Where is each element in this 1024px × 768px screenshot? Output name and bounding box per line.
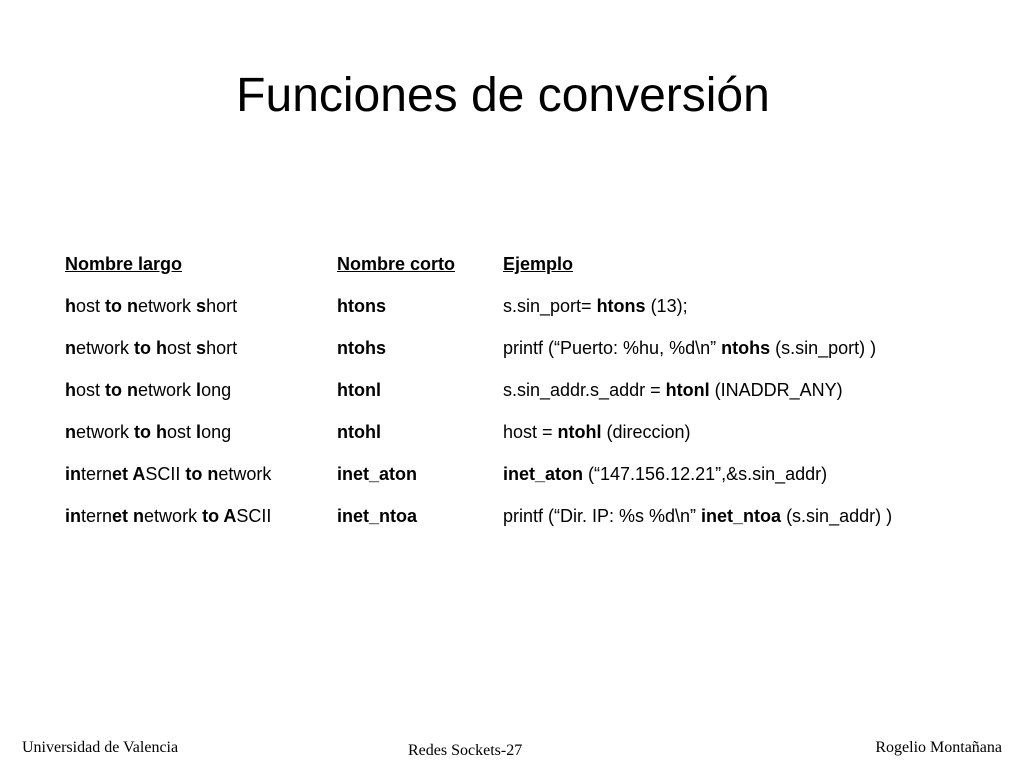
text-run: etwork <box>138 296 197 316</box>
text-run: h <box>156 338 168 358</box>
short-name-cell: ntohs <box>337 338 386 358</box>
long-name-cell <box>65 420 231 444</box>
text-run: n <box>207 464 219 484</box>
text-run: hort <box>206 296 238 316</box>
table-row <box>0 294 1024 336</box>
text-run: et <box>112 464 133 484</box>
slide-title: Funciones de conversión <box>236 69 770 122</box>
text-run: etwork <box>76 422 135 442</box>
text-run: (INADDR_ANY) <box>709 380 843 400</box>
text-run: s.sin_addr.s_addr = <box>503 380 666 400</box>
table-row <box>0 336 1024 378</box>
text-run: host = <box>503 422 558 442</box>
text-run: etwork <box>144 506 203 526</box>
example-cell <box>503 336 876 360</box>
table-row <box>0 462 1024 504</box>
text-run: ntohl <box>557 422 602 442</box>
long-name-cell <box>65 378 231 402</box>
example-cell <box>503 294 688 318</box>
header-ejemplo: Ejemplo <box>503 254 574 274</box>
short-name-cell: ntohl <box>337 422 381 442</box>
text-run: SCII <box>236 506 272 526</box>
text-run: et <box>112 506 134 526</box>
example-cell <box>503 504 892 528</box>
text-run: n <box>133 506 145 526</box>
text-run: inet_aton <box>503 464 584 484</box>
table-row <box>0 420 1024 462</box>
text-run: ntohs <box>721 338 771 358</box>
text-run: in <box>65 464 81 484</box>
text-run: in <box>65 506 81 526</box>
table-row <box>0 378 1024 420</box>
text-run: etwork <box>218 464 272 484</box>
text-run: h <box>156 422 168 442</box>
text-run: h <box>65 296 76 316</box>
long-name-cell <box>65 504 271 528</box>
table-header-row <box>0 252 1024 294</box>
text-run: l <box>196 380 202 400</box>
text-run: htonl <box>665 380 710 400</box>
text-run: inet_ntoa <box>701 506 782 526</box>
text-run: ost <box>76 380 106 400</box>
header-nombre-corto: Nombre corto <box>337 254 456 274</box>
long-name-cell <box>65 336 237 360</box>
short-name-cell: inet_ntoa <box>337 506 418 526</box>
text-run: ong <box>201 380 232 400</box>
text-run: n <box>127 296 139 316</box>
text-run: to <box>134 422 157 442</box>
text-run: n <box>65 422 76 442</box>
footer-university: Universidad de Valencia <box>22 739 179 756</box>
text-run: tern <box>81 506 113 526</box>
text-run: (s.sin_port) ) <box>770 338 877 358</box>
text-run: to <box>134 338 157 358</box>
text-run: h <box>65 380 76 400</box>
text-run: (direccion) <box>601 422 691 442</box>
table-body <box>0 294 1024 546</box>
text-run: n <box>127 380 139 400</box>
short-name-cell: htonl <box>337 380 381 400</box>
text-run: to <box>105 296 128 316</box>
text-run: n <box>65 338 76 358</box>
short-name-cell: inet_aton <box>337 464 418 484</box>
text-run: s <box>196 338 207 358</box>
header-nombre-largo: Nombre largo <box>65 254 183 274</box>
text-run: s.sin_port= <box>503 296 597 316</box>
text-run: etwork <box>76 338 135 358</box>
example-cell <box>503 378 843 402</box>
text-run: ost <box>76 296 106 316</box>
text-run: to <box>202 506 224 526</box>
footer-slide-number: Redes Sockets-27 <box>408 742 523 759</box>
text-run: tern <box>81 464 113 484</box>
long-name-cell <box>65 294 237 318</box>
text-run: l <box>196 422 202 442</box>
text-run: (“147.156.12.21”,&s.sin_addr) <box>583 464 828 484</box>
conversion-functions-table <box>0 252 1024 546</box>
example-cell <box>503 420 691 444</box>
text-run: to <box>105 380 128 400</box>
text-run: etwork <box>138 380 197 400</box>
text-run: htons <box>596 296 646 316</box>
text-run: s <box>196 296 207 316</box>
short-name-cell: htons <box>337 296 386 316</box>
text-run: SCII <box>145 464 186 484</box>
text-run: ong <box>201 422 232 442</box>
table-row <box>0 504 1024 546</box>
long-name-cell <box>65 462 271 486</box>
text-run: ost <box>167 338 197 358</box>
text-run: ost <box>167 422 197 442</box>
text-run: (s.sin_addr) ) <box>781 506 893 526</box>
text-run: printf (“Puerto: %hu, %d\n” <box>503 338 722 358</box>
text-run: A <box>223 506 237 526</box>
text-run: to <box>185 464 208 484</box>
text-run: (13); <box>645 296 688 316</box>
text-run: printf (“Dir. IP: %s %d\n” <box>503 506 702 526</box>
example-cell <box>503 462 827 486</box>
footer-author: Rogelio Montañana <box>875 739 1002 756</box>
text-run: A <box>132 464 146 484</box>
text-run: hort <box>206 338 238 358</box>
